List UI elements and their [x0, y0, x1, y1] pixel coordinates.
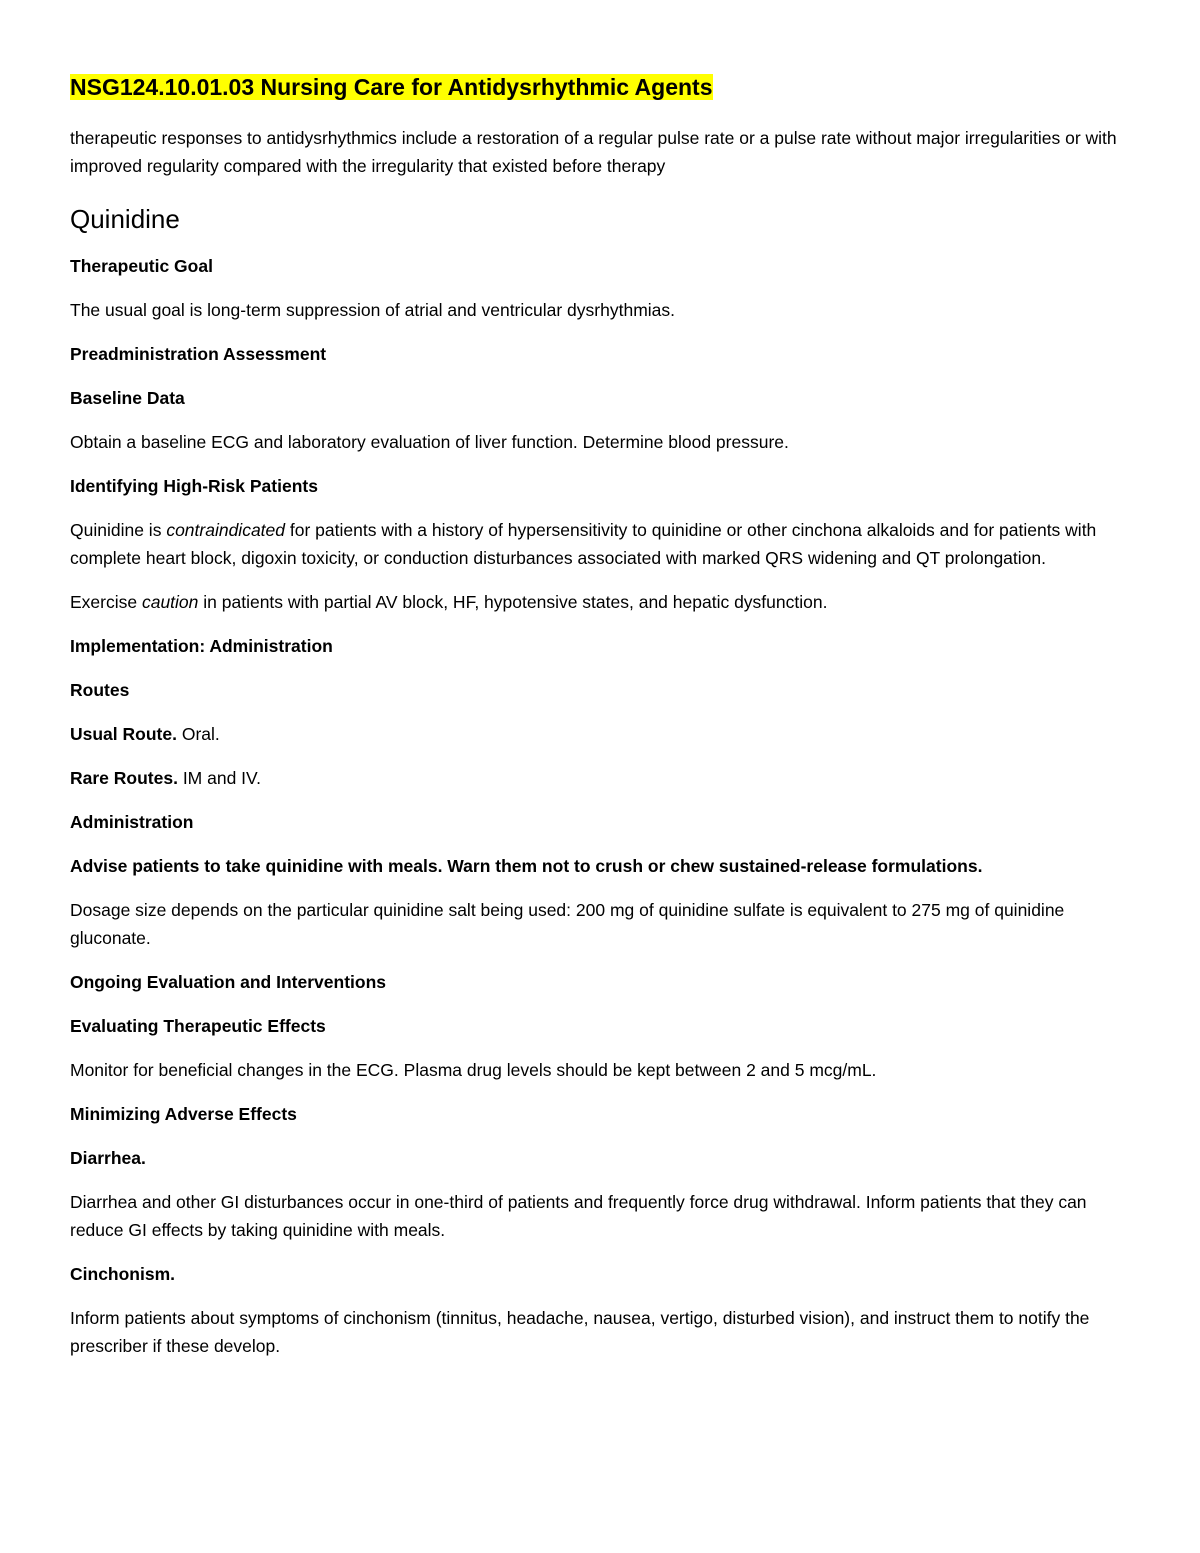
preadmin-heading: Preadministration Assessment	[70, 344, 327, 364]
dosage-text: Dosage size depends on the particular quinidine salt being used: 200 mg of quinidine sulfate is equivalent to 275 mg of quinidine gluconate.	[70, 900, 1065, 948]
contra-pre: Quinidine is	[70, 520, 167, 540]
diarrhea-heading: Diarrhea.	[70, 1148, 146, 1168]
evaluation-heading: Ongoing Evaluation and Interventions	[70, 972, 386, 992]
highlighted-title: NSG124.10.01.03 Nursing Care for Antidysrhythmic Agents	[70, 74, 713, 100]
baseline-heading: Baseline Data	[70, 388, 185, 408]
diarrhea-text: Diarrhea and other GI disturbances occur in one-third of patients and frequently force drug withdrawal. Inform patients that they can reduce GI effects by taking quinidine with meals.	[70, 1192, 1087, 1240]
adverse-effects-heading: Minimizing Adverse Effects	[70, 1104, 297, 1124]
high-risk-heading: Identifying High-Risk Patients	[70, 476, 318, 496]
contra-post: for patients with a history of hypersensitivity to quinidine or other cinchona alkaloids and for patients with complete heart block, digoxin toxicity, or conduction disturbances associated with marked QRS widening and QT prolongation.	[70, 520, 1097, 568]
usual-route-label: Usual Route.	[70, 724, 177, 744]
usual-route	[70, 720, 1130, 748]
intro-paragraph: therapeutic responses to antidysrhythmics include a restoration of a regular pulse rate or a pulse rate without major irregularities or with improved regularity compared with the irregularity that existed before therapy	[70, 128, 1117, 176]
caution-paragraph	[70, 588, 1130, 616]
rare-routes-label: Rare Routes.	[70, 768, 178, 788]
cinchonism-text: Inform patients about symptoms of cinchonism (tinnitus, headache, nausea, vertigo, disturbed vision), and instruct them to notify the prescriber if these develop.	[70, 1308, 1090, 1356]
caution-emphasis: caution	[141, 592, 199, 612]
contraindication-paragraph	[70, 516, 1130, 572]
administration-advice: Advise patients to take quinidine with meals. Warn them not to crush or chew sustained-release formulations.	[70, 856, 983, 876]
implementation-heading: Implementation: Administration	[70, 636, 333, 656]
drug-heading: Quinidine	[70, 204, 180, 234]
therapeutic-effects-text: Monitor for beneficial changes in the ECG. Plasma drug levels should be kept between 2 and 5 mcg/mL.	[70, 1060, 877, 1080]
rare-routes-value: IM and IV.	[177, 768, 261, 788]
document-page	[70, 72, 1130, 1376]
routes-heading: Routes	[70, 680, 130, 700]
usual-route-value: Oral.	[176, 724, 220, 744]
cinchonism-heading: Cinchonism.	[70, 1264, 176, 1284]
therapeutic-goal-heading: Therapeutic Goal	[70, 256, 213, 276]
contra-emphasis: contraindicated	[166, 520, 286, 540]
caution-pre: Exercise	[70, 592, 142, 612]
baseline-text: Obtain a baseline ECG and laboratory evaluation of liver function. Determine blood pressure.	[70, 432, 789, 452]
administration-heading: Administration	[70, 812, 194, 832]
therapeutic-goal-text: The usual goal is long-term suppression of atrial and ventricular dysrhythmias.	[70, 300, 676, 320]
rare-routes	[70, 764, 1130, 792]
caution-post: in patients with partial AV block, HF, hypotensive states, and hepatic dysfunction.	[198, 592, 828, 612]
therapeutic-effects-heading: Evaluating Therapeutic Effects	[70, 1016, 326, 1036]
document-title	[70, 72, 1130, 102]
